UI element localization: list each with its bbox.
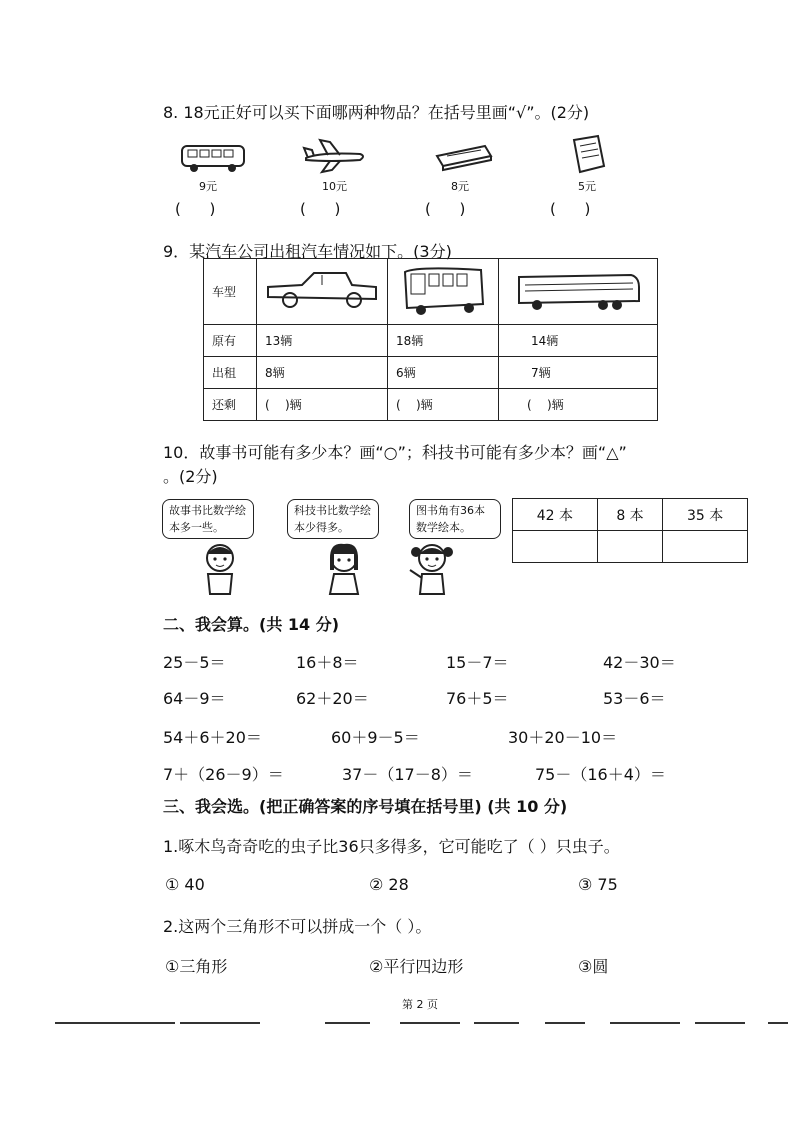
answer-cell-35[interactable]: [663, 531, 748, 563]
price-notebook: 5元: [578, 180, 596, 193]
footer-rule: [545, 1022, 585, 1024]
original-coach: 14辆: [499, 325, 658, 357]
s3-q2-option-b[interactable]: ②平行四边形: [369, 957, 464, 976]
footer-rule: [695, 1022, 745, 1024]
row-label-remaining: 还剩: [204, 389, 257, 421]
footer-rule: [768, 1022, 788, 1024]
page-number: 第 2 页: [402, 998, 438, 1011]
answer-paren-pencil-case[interactable]: ( ): [425, 200, 466, 218]
footer-rule: [610, 1022, 680, 1024]
s3-q2-prompt: 2.这两个三角形不可以拼成一个（ ）。: [163, 917, 432, 936]
remaining-coach[interactable]: ( )辆: [499, 389, 658, 421]
girl-icon: [320, 540, 370, 598]
row-label-original: 原有: [204, 325, 257, 357]
calc-item: 37－（17－8）＝: [342, 765, 473, 784]
footer-rule: [474, 1022, 519, 1024]
footer-rule: [180, 1022, 260, 1024]
s3-q1-option-a[interactable]: ① 40: [165, 875, 205, 894]
answer-paren-bus[interactable]: ( ): [175, 200, 216, 218]
answer-cell-8[interactable]: [597, 531, 663, 563]
calc-item: 42－30＝: [603, 653, 676, 672]
bus-icon: [178, 140, 248, 174]
rental-table: [203, 258, 658, 421]
q8-prompt: 8. 18元正好可以买下面哪两种物品？在括号里画“√”。(2分): [163, 103, 590, 122]
calc-item: 7＋（26－9）＝: [163, 765, 284, 784]
answer-cell-42[interactable]: [513, 531, 598, 563]
footer-rule: [325, 1022, 370, 1024]
calc-item: 30＋20－10＝: [508, 728, 618, 747]
price-bus: 9元: [199, 180, 217, 193]
coach-icon: [513, 267, 643, 313]
s3-q1-option-b[interactable]: ② 28: [369, 875, 409, 894]
footer-rule: [400, 1022, 460, 1024]
s3-q1-prompt: 1.啄木鸟奇奇吃的虫子比36只多得多，它可能吃了（ ）只虫子。: [163, 837, 620, 856]
calc-item: 75－（16＋4）＝: [535, 765, 666, 784]
calc-item: 53－6＝: [603, 689, 666, 708]
rented-coach: 7辆: [499, 357, 658, 389]
calc-item: 16＋8＝: [296, 653, 359, 672]
answer-paren-airplane[interactable]: ( ): [300, 200, 341, 218]
price-pencil-case: 8元: [451, 180, 469, 193]
calc-item: 64－9＝: [163, 689, 226, 708]
bus-front-icon: [397, 262, 489, 318]
calc-item: 54＋6＋20＝: [163, 728, 262, 747]
section3-title: 三、我会选。(把正确答案的序号填在括号里) (共 10 分): [163, 797, 568, 816]
calc-item: 60＋9－5＝: [331, 728, 420, 747]
remaining-pickup[interactable]: ( )辆: [257, 389, 388, 421]
s3-q1-option-c[interactable]: ③ 75: [578, 875, 618, 894]
option-35: 35 本: [663, 499, 748, 531]
original-bus: 18辆: [388, 325, 499, 357]
rented-bus: 6辆: [388, 357, 499, 389]
notebook-icon: [568, 134, 608, 176]
s3-q2-option-a[interactable]: ①三角形: [165, 957, 228, 976]
remaining-bus[interactable]: ( )辆: [388, 389, 499, 421]
speech-bubble-science-books: 科技书比数学绘本少得多。: [287, 499, 379, 539]
calc-item: 62＋20＝: [296, 689, 369, 708]
section2-title: 二、我会算。(共 14 分): [163, 615, 340, 634]
option-8: 8 本: [597, 499, 663, 531]
option-42: 42 本: [513, 499, 598, 531]
boy-icon: [196, 540, 246, 598]
rented-pickup: 8辆: [257, 357, 388, 389]
row-label-rented: 出租: [204, 357, 257, 389]
calc-item: 76＋5＝: [446, 689, 509, 708]
book-count-table: [512, 498, 748, 563]
row-label-type: 车型: [204, 259, 257, 325]
original-pickup: 13辆: [257, 325, 388, 357]
girl-pigtails-icon: [404, 540, 460, 598]
speech-bubble-picture-books: 图书角有36本数学绘本。: [409, 499, 501, 539]
q10-prompt-tail: 。(2分): [163, 467, 218, 486]
q9-prompt: 9．某汽车公司出租汽车情况如下。(3分): [163, 242, 452, 261]
calc-item: 25－5＝: [163, 653, 226, 672]
s3-q2-option-c[interactable]: ③圆: [578, 957, 609, 976]
pickup-truck-icon: [262, 267, 382, 313]
calc-item: 15－7＝: [446, 653, 509, 672]
airplane-icon: [300, 136, 370, 176]
speech-bubble-storybooks: 故事书比数学绘本多一些。: [162, 499, 254, 539]
footer-rule: [55, 1022, 175, 1024]
price-airplane: 10元: [322, 180, 347, 193]
q10-prompt: 10．故事书可能有多少本？画“○”；科技书可能有多少本？画“△”: [163, 443, 627, 462]
pencil-case-icon: [433, 142, 495, 172]
answer-paren-notebook[interactable]: ( ): [550, 200, 591, 218]
